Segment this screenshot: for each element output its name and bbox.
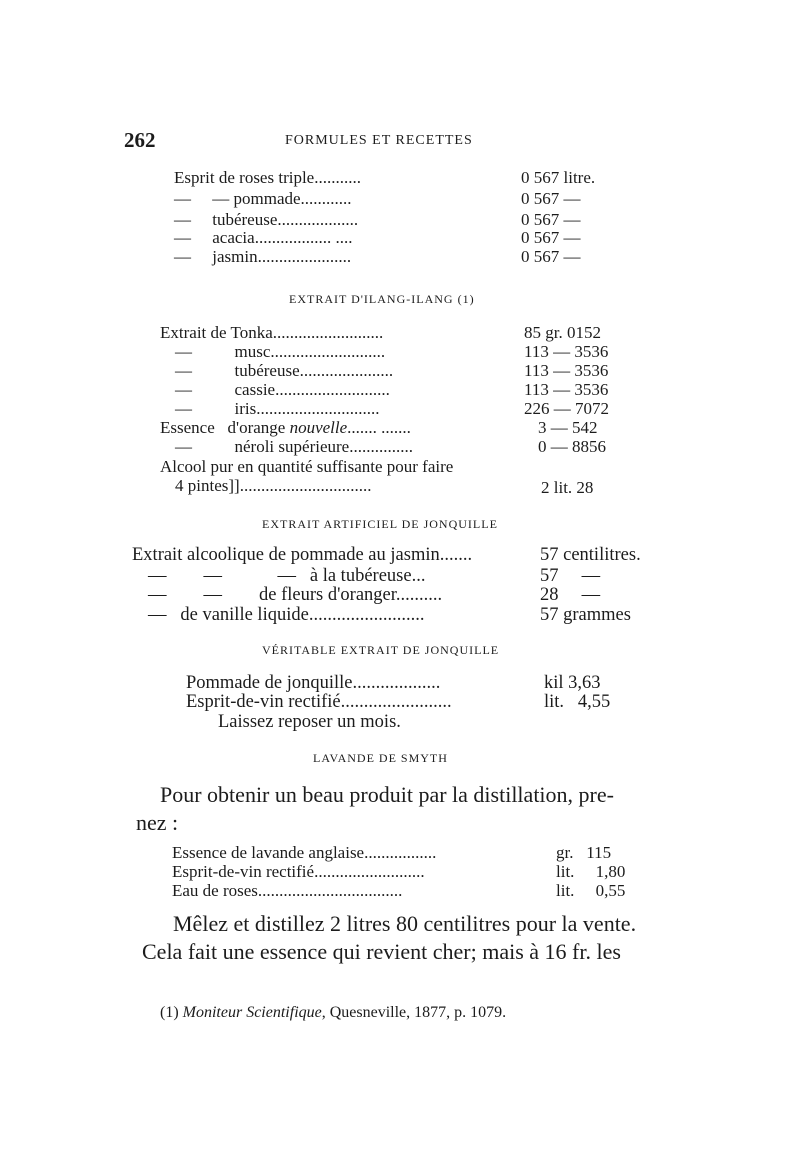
paragraph-line: Mêlez et distillez 2 litres 80 centilitres pour la vente. bbox=[173, 911, 637, 936]
list-item-value: 0 567 — bbox=[521, 247, 581, 266]
recipe-value: kil 3,63 bbox=[544, 673, 601, 693]
recipe-value: 57 centilitres. bbox=[540, 545, 641, 565]
list-item: — jasmin...................... bbox=[174, 247, 352, 266]
recipe-value: 28 — bbox=[540, 585, 601, 605]
section-heading-artificiel: EXTRAIT ARTIFICIEL DE JONQUILLE bbox=[262, 517, 498, 531]
recipe-value: lit. 1,80 bbox=[556, 862, 626, 881]
recipe-row: Essence d'orange nouvelle....... ....... bbox=[160, 418, 411, 437]
recipe-row: 4 pintes]]............................... bbox=[175, 476, 372, 495]
recipe-row: — — de fleurs d'oranger.......... bbox=[148, 585, 443, 605]
list-item: — tubéreuse................... bbox=[174, 210, 359, 229]
list-item-value: 0 567 — bbox=[521, 189, 581, 208]
section-heading-lavande: LAVANDE DE SMYTH bbox=[313, 751, 448, 765]
recipe-value: 113 — 3536 bbox=[524, 361, 609, 380]
recipe-row: — musc........................... bbox=[175, 342, 386, 361]
list-item-value: 0 567 — bbox=[521, 210, 581, 229]
running-title: FORMULES ET RECETTES bbox=[285, 133, 473, 148]
paragraph-line: Pour obtenir un beau produit par la distillation, pre- bbox=[160, 782, 614, 807]
paragraph-line: Cela fait une essence qui revient cher; mais à 16 fr. les bbox=[142, 939, 621, 964]
recipe-row: — cassie........................... bbox=[175, 380, 390, 399]
recipe-value: 85 gr. 0152 bbox=[524, 323, 601, 342]
recipe-row: Extrait alcoolique de pommade au jasmin....... bbox=[132, 545, 473, 565]
recipe-value: 113 — 3536 bbox=[524, 380, 609, 399]
recipe-row: Pommade de jonquille................... bbox=[186, 673, 441, 693]
recipe-row: — tubéreuse...................... bbox=[175, 361, 394, 380]
list-item-value: 0 567 litre. bbox=[521, 168, 596, 187]
recipe-row: — néroli supérieure............... bbox=[175, 437, 413, 456]
section-heading-ilang: EXTRAIT D'ILANG-ILANG (1) bbox=[289, 292, 475, 306]
recipe-row: — de vanille liquide......................... bbox=[148, 605, 425, 625]
recipe-value: 57 — bbox=[540, 566, 601, 586]
footnote: (1) Moniteur Scientifique, Quesneville, 1877, p. 1079. bbox=[160, 1004, 507, 1021]
section-heading-veritable: VÉRITABLE EXTRAIT DE JONQUILLE bbox=[262, 643, 500, 657]
recipe-row: Extrait de Tonka.......................... bbox=[160, 323, 384, 342]
recipe-value: 2 lit. 28 bbox=[541, 478, 594, 497]
recipe-row: — — — à la tubéreuse... bbox=[148, 566, 426, 586]
recipe-row: Esprit-de-vin rectifié........................ bbox=[186, 692, 452, 712]
paragraph-line: nez : bbox=[136, 810, 179, 835]
recipe-row: — iris............................. bbox=[175, 399, 380, 418]
recipe-row: Eau de roses.................................. bbox=[172, 881, 403, 900]
recipe-line: Alcool pur en quantité suffisante pour faire bbox=[160, 457, 454, 476]
recipe-value: 57 grammes bbox=[540, 605, 631, 625]
recipe-note: Laissez reposer un mois. bbox=[218, 712, 401, 732]
recipe-value: 0 — 8856 bbox=[538, 437, 606, 456]
page-number: 262 bbox=[124, 128, 156, 152]
recipe-value: gr. 115 bbox=[556, 843, 612, 862]
recipe-value: lit. 0,55 bbox=[556, 881, 626, 900]
recipe-value: 226 — 7072 bbox=[524, 399, 609, 418]
recipe-value: lit. 4,55 bbox=[544, 692, 611, 712]
recipe-row: Esprit-de-vin rectifié.......................... bbox=[172, 862, 425, 881]
list-item: Esprit de roses triple........... bbox=[174, 168, 361, 187]
recipe-value: 113 — 3536 bbox=[524, 342, 609, 361]
list-item-value: 0 567 — bbox=[521, 228, 581, 247]
list-item: — — pommade............ bbox=[174, 189, 352, 208]
recipe-row: Essence de lavande anglaise................. bbox=[172, 843, 437, 862]
list-item: — acacia.................. .... bbox=[174, 228, 353, 247]
recipe-value: 3 — 542 bbox=[538, 418, 598, 437]
